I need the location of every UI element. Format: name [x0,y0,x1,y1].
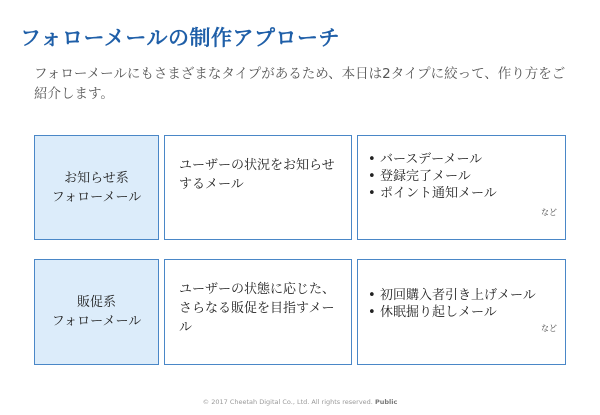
row-1-examples-list [366,151,555,202]
row-2-category-line-2: フォローメール [51,314,142,329]
row-2-examples-list [366,287,555,321]
row-1-category-line-2: フォローメール [51,189,142,205]
row-2-category-label [52,293,141,331]
row-2-etc-note: など [541,324,557,333]
list-item: • ポイント通知メール [366,185,555,202]
row-1-examples-box [357,135,566,240]
footer-classification: Public [374,398,398,406]
row-2-examples-box [357,259,566,365]
row-1-etc-note: など [541,208,557,217]
row-1-category-label [52,169,141,207]
row-1-description: ユーザーの状況をお知らせするメール [179,158,335,192]
row-2-category-line-1: 販促系 [76,295,116,310]
row-1-description-box [164,135,352,240]
list-item: • 休眠掘り起しメール [366,304,555,321]
row-1-category-line-1: お知らせ系 [64,170,129,186]
intro-text: フォローメールにもさまざまなタイプがあるため、本日は2タイプに絞って、作り方をご紹介します。 [34,66,566,102]
slide-title: フォローメールの制作アプローチ [20,26,340,50]
row-2-description-box [164,259,352,365]
list-item: • 登録完了メール [366,168,555,185]
list-item: • バースデーメール [366,151,555,168]
list-item: • 初回購入者引き上げメール [366,287,555,304]
footer-copyright: © 2017 Cheetah Digital Co., Ltd. All rights reserved. [202,398,373,406]
footer [0,398,600,406]
row-2-description: ユーザーの状態に応じた、さらなる販促を目指すメール [179,282,336,335]
row-2-category-box [34,259,159,365]
row-1-category-box [34,135,159,240]
